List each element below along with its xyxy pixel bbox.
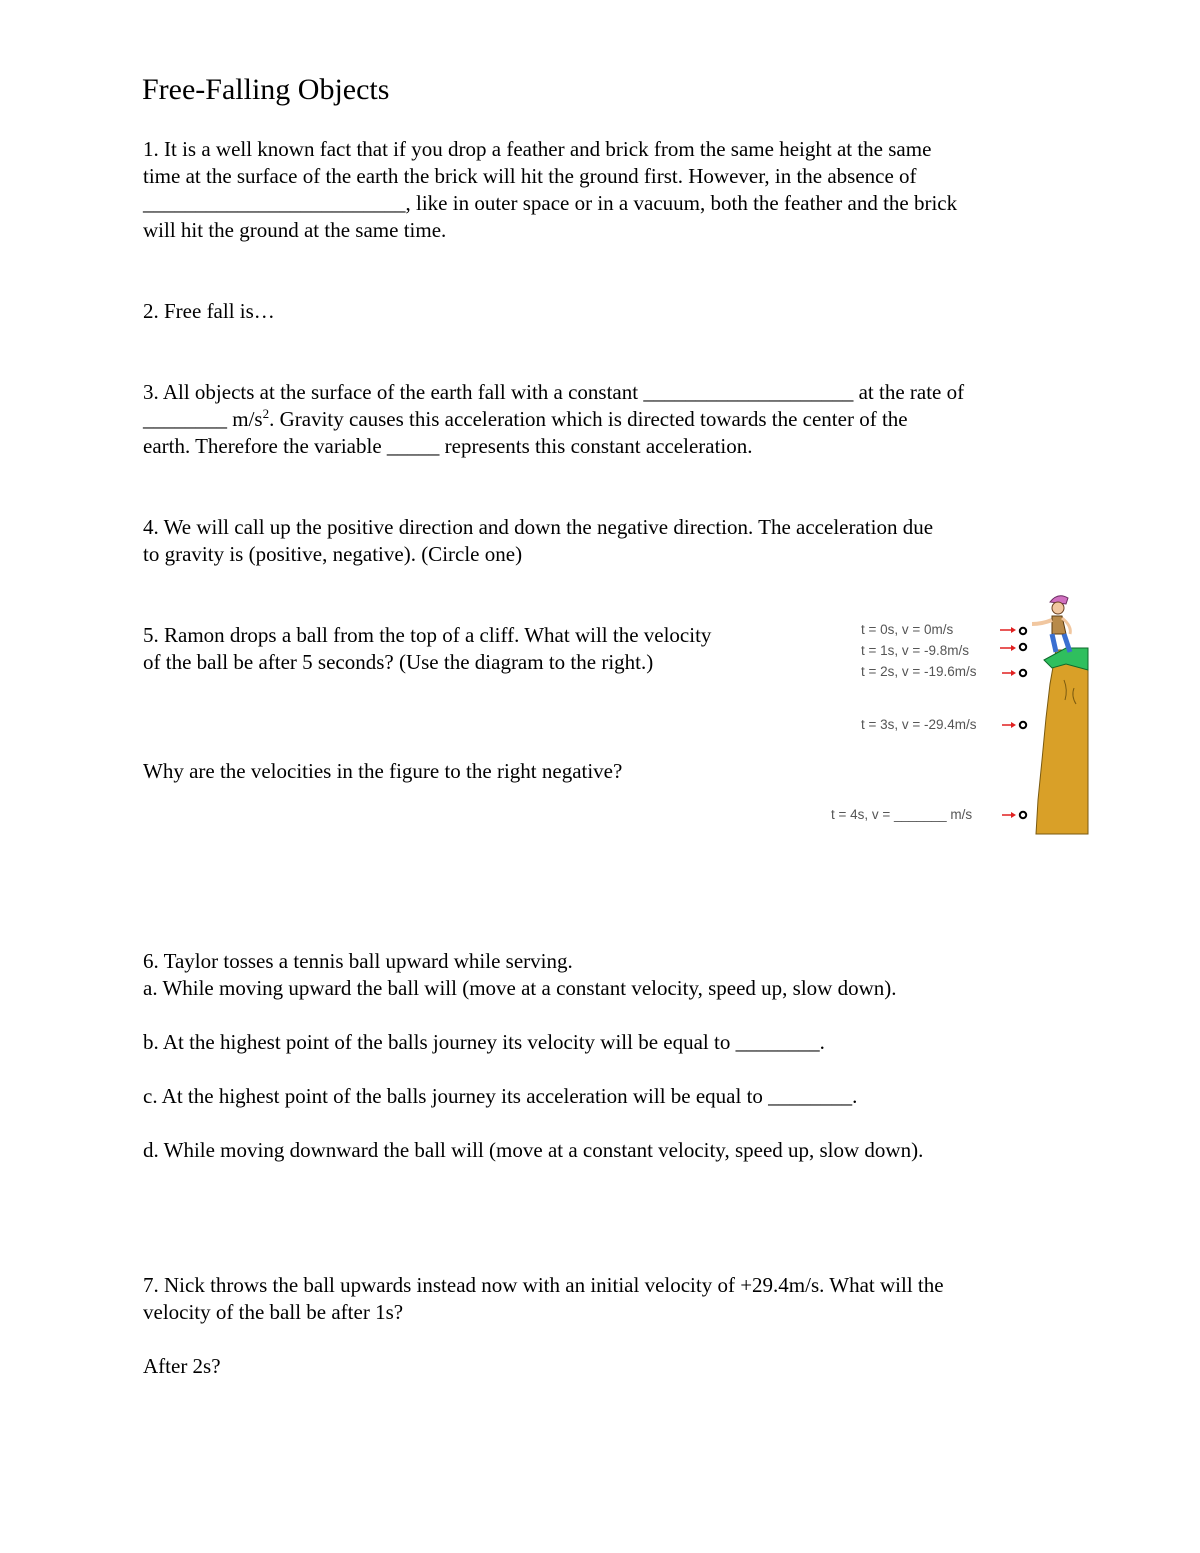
q7-line-1: 7. Nick throws the ball upwards instead now with an initial velocity of +29.4m/s. What will the xyxy=(143,1273,944,1297)
ball-t4 xyxy=(1020,812,1026,818)
q4-line-2: to gravity is (positive, negative). (Circle one) xyxy=(143,542,523,566)
q7-after-2s: After 2s? xyxy=(143,1354,221,1378)
arrow-icon-t3 xyxy=(1002,722,1016,728)
q1-line-4: will hit the ground at the same time. xyxy=(143,218,447,242)
q3-line-3: earth. Therefore the variable _____ represents this constant acceleration. xyxy=(143,434,753,458)
q5-line-2: of the ball be after 5 seconds? (Use the diagram to the right.) xyxy=(143,650,654,674)
q3-line-2-after: . Gravity causes this acceleration which is directed towards the center of the xyxy=(269,407,908,431)
ball-t3 xyxy=(1020,722,1026,728)
diagram-label-t2: t = 2s, v = -19.6m/s xyxy=(861,664,977,679)
ball-t2 xyxy=(1020,670,1026,676)
q3-line-2-before: ________ m/s xyxy=(143,407,263,431)
q5-line-1: 5. Ramon drops a ball from the top of a cliff. What will the velocity xyxy=(143,623,712,647)
q6-part-a: a. While moving upward the ball will (move at a constant velocity, speed up, slow down). xyxy=(143,976,897,1000)
diagram-label-t0: t = 0s, v = 0m/s xyxy=(861,622,954,637)
arrow-icon-t1 xyxy=(1000,645,1016,651)
diagram-label-t4: t = 4s, v = _______ m/s xyxy=(831,807,973,822)
q6-part-b: b. At the highest point of the balls journey its velocity will be equal to ________. xyxy=(143,1030,825,1054)
person-icon xyxy=(1032,596,1070,652)
cliff xyxy=(1036,650,1088,834)
page-title: Free-Falling Objects xyxy=(142,73,390,106)
q5-why: Why are the velocities in the figure to the right negative? xyxy=(143,759,623,783)
arrow-icon-t2 xyxy=(1002,670,1016,676)
q6-intro: 6. Taylor tosses a tennis ball upward while serving. xyxy=(143,949,573,973)
q3-exponent: 2 xyxy=(262,406,270,421)
q6-part-c: c. At the highest point of the balls journey its acceleration will be equal to ________. xyxy=(143,1084,858,1108)
ball-t0 xyxy=(1020,628,1026,634)
q6-part-d: d. While moving downward the ball will (move at a constant velocity, speed up, slow down). xyxy=(143,1138,924,1162)
ball-t1 xyxy=(1020,644,1026,650)
q2-text: 2. Free fall is… xyxy=(143,299,275,323)
cliff-diagram xyxy=(820,588,1090,836)
q1-line-2: time at the surface of the earth the brick will hit the ground first. However, in the absence of xyxy=(143,164,917,188)
diagram-label-t1: t = 1s, v = -9.8m/s xyxy=(861,643,970,658)
q1-line-1: 1. It is a well known fact that if you drop a feather and brick from the same height at the same xyxy=(143,137,932,161)
arrow-icon-t4 xyxy=(1002,812,1016,818)
diagram-label-t3: t = 3s, v = -29.4m/s xyxy=(861,717,977,732)
q3-line-1: 3. All objects at the surface of the earth fall with a constant ____________________ at the rate of xyxy=(143,380,965,404)
q4-line-1: 4. We will call up the positive direction and down the negative direction. The acceleration due xyxy=(143,515,934,539)
arrow-icon-t0 xyxy=(1000,627,1016,633)
q3-line-2 xyxy=(143,406,908,433)
q1-line-3: _________________________, like in outer space or in a vacuum, both the feather and the brick xyxy=(143,191,958,215)
q7-line-2: velocity of the ball be after 1s? xyxy=(143,1300,404,1324)
